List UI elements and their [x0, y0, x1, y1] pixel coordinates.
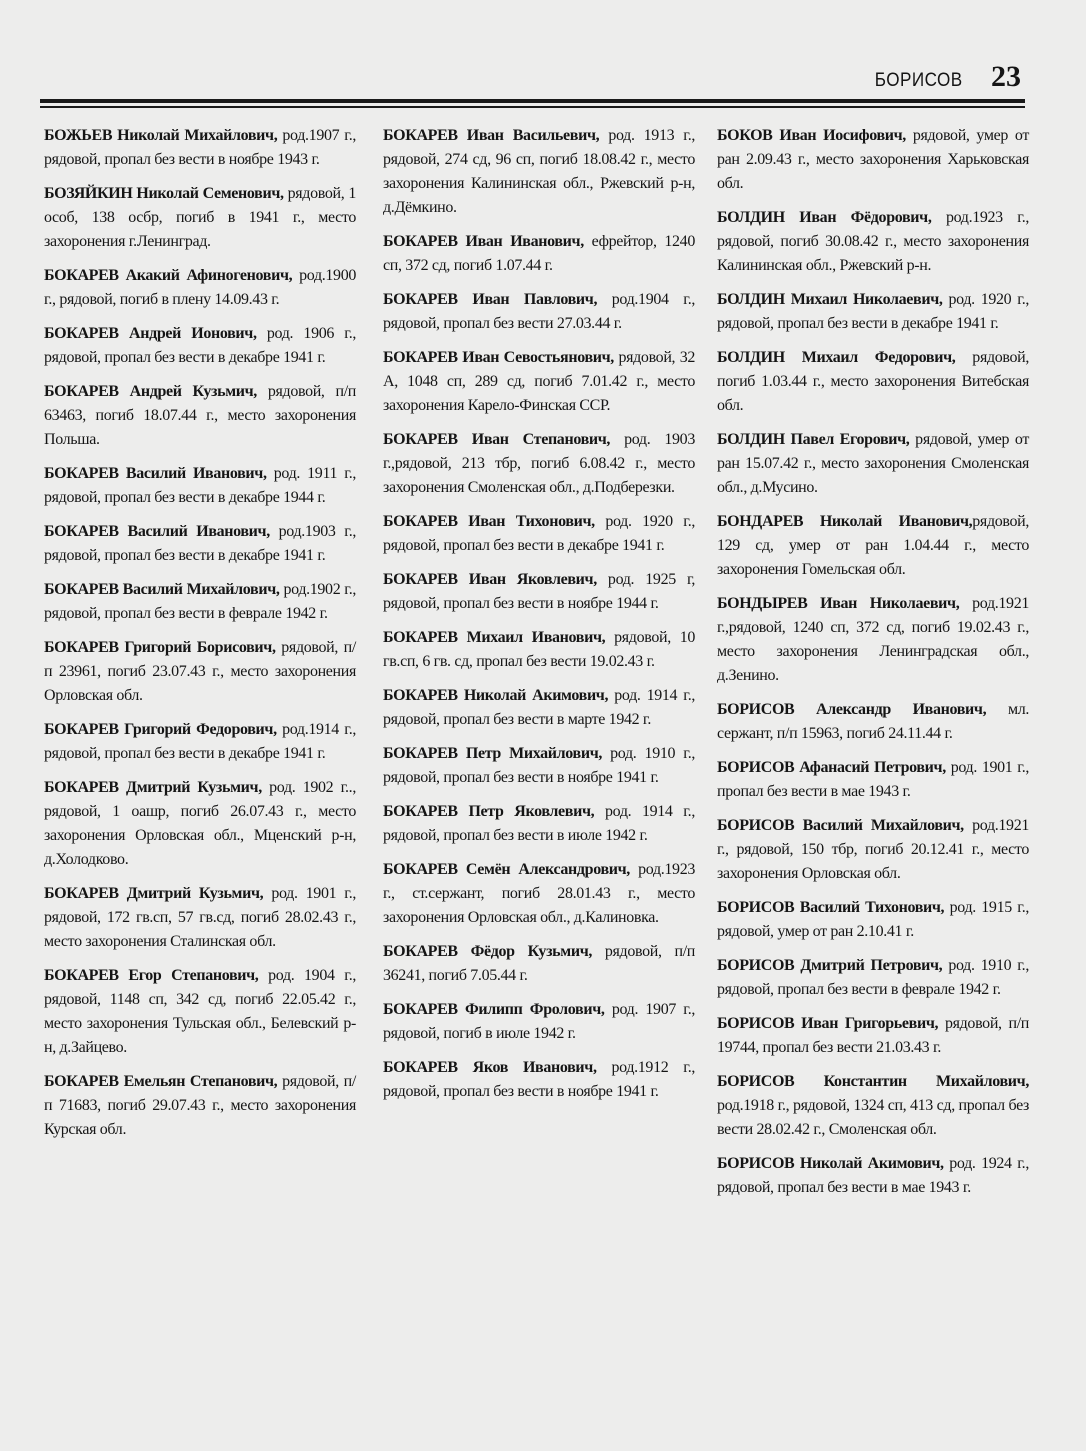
record-entry: [717, 288, 1029, 336]
record-details: род.1912 г., рядовой, пропал без вести в ноябре 1941 г.: [383, 1059, 695, 1100]
record-name: БОЗЯЙКИН Николай Семенович,: [44, 185, 284, 202]
record-name: БОКАРЕВ Фёдор Кузьмич,: [383, 943, 593, 960]
record-entry: [717, 124, 1029, 196]
record-details: рядовой, 32 А, 1048 сп, 289 сд, погиб 7.01.42 г., место захоронения Карело-Финская ССР.: [383, 349, 695, 414]
record-entry: [44, 1070, 356, 1142]
record-entry: [717, 756, 1029, 804]
record-name: БОКАРЕВ Филипп Фролович,: [383, 1001, 605, 1018]
record-entry: [44, 964, 356, 1060]
record-name: БОЛДИН Михаил Николаевич,: [717, 291, 943, 308]
record-entry: [717, 1070, 1029, 1142]
record-entry: [383, 742, 695, 790]
record-details: род. 1904 г., рядовой, 1148 сп, 342 сд, погиб 22.05.42 г., место захоронения Тульская обл., Белевский р-н, д.Зайцево.: [44, 967, 356, 1056]
running-title: БОРИСОВ: [875, 70, 963, 91]
record-entry: [383, 858, 695, 930]
record-entry: [44, 182, 356, 254]
record-details: род. 1901 г., пропал без вести в мае 1943 г.: [717, 759, 1029, 800]
record-name: БОКАРЕВ Иван Тихонович,: [383, 513, 595, 530]
record-entry: [44, 462, 356, 510]
record-name: БОКАРЕВ Николай Акимович,: [383, 687, 609, 704]
record-entry: [383, 1056, 695, 1104]
record-details: род. 1902 г.., рядовой, 1 оашр, погиб 26.07.43 г., место захоронения Орловская обл., Мценский р-н, д.Холодково.: [44, 779, 356, 868]
record-entry: [717, 1152, 1029, 1200]
record-details: рядовой, 10 гв.сп, 6 гв. сд, пропал без вести 19.02.43 г.: [383, 629, 695, 670]
record-entry: [44, 718, 356, 766]
record-name: БОЛДИН Михаил Федорович,: [717, 349, 956, 366]
record-name: БОКАРЕВ Иван Севостьянович,: [383, 349, 614, 366]
record-name: БОКАРЕВ Дмитрий Кузьмич,: [44, 779, 262, 796]
record-entry: [717, 1012, 1029, 1060]
record-name: БОКАРЕВ Яков Иванович,: [383, 1059, 597, 1076]
record-entry: [44, 322, 356, 370]
record-name: БОКАРЕВ Иван Васильевич,: [383, 127, 600, 144]
record-entry: [44, 520, 356, 568]
record-name: БОКАРЕВ Григорий Борисович,: [44, 639, 276, 656]
record-entry: [44, 578, 356, 626]
record-details: род. 1914 г., рядовой, пропал без вести в марте 1942 г.: [383, 687, 695, 728]
record-name: БОРИСОВ Иван Григорьевич,: [717, 1015, 939, 1032]
text-columns: [44, 124, 1030, 1324]
record-details: рядовой, п/п 71683, погиб 29.07.43 г., место захоронения Курская обл.: [44, 1073, 356, 1138]
record-details: род. 1913 г., рядовой, 274 сд, 96 сп, погиб 18.08.42 г., место захоронения Калининская обл., Ржевский р-н, д.Дёмкино.: [383, 127, 695, 216]
record-details: мл. сержант, п/п 15963, погиб 24.11.44 г.: [717, 701, 1030, 742]
record-details: род.1904 г., рядовой, пропал без вести 27.03.44 г.: [383, 291, 695, 332]
record-entry: [717, 698, 1029, 746]
record-details: рядовой, п/п 19744, пропал без вести 21.03.43 г.: [717, 1015, 1029, 1056]
record-entry: [717, 896, 1029, 944]
record-details: рядовой, умер от ран 2.09.43 г., место захоронения Харьковская обл.: [717, 127, 1029, 192]
record-details: род. 1920 г., рядовой, пропал без вести в декабре 1941 г.: [717, 291, 1029, 332]
record-entry: [383, 800, 695, 848]
record-details: рядовой, п/п 36241, погиб 7.05.44 г.: [383, 943, 695, 984]
record-details: рядовой, п/п 23961, погиб 23.07.43 г., место захоронения Орловская обл.: [44, 639, 356, 704]
record-details: род. 1914 г., рядовой, пропал без вести в июле 1942 г.: [383, 803, 695, 844]
record-name: БОКАРЕВ Иван Иванович,: [383, 233, 584, 250]
record-entry: [44, 882, 356, 954]
record-details: рядовой, погиб 1.03.44 г., место захоронения Витебская обл.: [717, 349, 1030, 414]
record-name: БОКАРЕВ Андрей Ионович,: [44, 325, 257, 342]
record-name: БОНДЫРЕВ Иван Николаевич,: [717, 595, 960, 612]
record-details: род. 1924 г., рядовой, пропал без вести в мае 1943 г.: [717, 1155, 1029, 1196]
record-name: БОРИСОВ Дмитрий Петрович,: [717, 957, 943, 974]
record-entry: [717, 954, 1029, 1002]
record-name: БОРИСОВ Константин Михайлович,: [717, 1073, 1029, 1090]
record-entry: [383, 428, 695, 500]
column-3: [717, 124, 1029, 1210]
column-1: [44, 124, 356, 1152]
record-details: род.1902 г., рядовой, пропал без вести в феврале 1942 г.: [44, 581, 357, 622]
record-name: БОРИСОВ Николай Акимович,: [717, 1155, 944, 1172]
record-entry: [383, 998, 695, 1046]
record-details: род.1903 г., рядовой, пропал без вести в декабре 1941 г.: [44, 523, 356, 564]
record-entry: [383, 940, 695, 988]
record-details: род. 1910 г., рядовой, пропал без вести в ноябре 1941 г.: [383, 745, 695, 786]
record-entry: [383, 346, 695, 418]
record-name: БОКАРЕВ Дмитрий Кузьмич,: [44, 885, 264, 902]
record-details: род.1923 г., ст.сержант, погиб 28.01.43 г., место захоронения Орловская обл., д.Калиновка.: [383, 861, 696, 926]
record-entry: [717, 346, 1029, 418]
record-name: БОКАРЕВ Семён Александрович,: [383, 861, 630, 878]
record-name: БОРИСОВ Василий Тихонович,: [717, 899, 945, 916]
record-entry: [383, 510, 695, 558]
record-name: БОКАРЕВ Иван Яковлевич,: [383, 571, 597, 588]
record-details: род.1918 г., рядовой, 1324 сп, 413 сд, пропал без вести 28.02.42 г., Смоленская обл.: [717, 1097, 1029, 1138]
record-name: БОЛДИН Павел Егорович,: [717, 431, 910, 448]
record-name: БОЛДИН Иван Фёдорович,: [717, 209, 932, 226]
record-entry: [44, 776, 356, 872]
record-name: БОКАРЕВ Василий Михайлович,: [44, 581, 280, 598]
record-name: БОКАРЕВ Андрей Кузьмич,: [44, 383, 257, 400]
record-entry: [717, 510, 1029, 582]
record-details: род. 1920 г., рядовой, пропал без вести в декабре 1941 г.: [383, 513, 696, 554]
record-name: БОКОВ Иван Иосифович,: [717, 127, 906, 144]
record-name: БОНДАРЕВ Николай Иванович,: [717, 513, 973, 530]
record-name: БОРИСОВ Афанасий Петрович,: [717, 759, 946, 776]
record-details: род. 1901 г., рядовой, 172 гв.сп, 57 гв.сд, погиб 28.02.43 г., место захоронения Сталинская обл.: [44, 885, 356, 950]
record-name: БОКАРЕВ Емельян Степанович,: [44, 1073, 278, 1090]
record-details: род. 1925 г, рядовой, пропал без вести в ноябре 1944 г.: [383, 571, 695, 612]
record-name: БОКАРЕВ Михаил Иванович,: [383, 629, 606, 646]
record-details: рядовой, 1 особ, 138 осбр, погиб в 1941 г., место захоронения г.Ленинград.: [44, 185, 356, 250]
record-details: рядовой, умер от ран 15.07.42 г., место захоронения Смоленская обл., д.Мусино.: [717, 431, 1029, 496]
record-name: БОКАРЕВ Василий Иванович,: [44, 523, 270, 540]
record-name: БОКАРЕВ Акакий Афиногенович,: [44, 267, 293, 284]
record-name: БОКАРЕВ Григорий Федорович,: [44, 721, 277, 738]
record-details: род. 1915 г., рядовой, умер от ран 2.10.41 г.: [717, 899, 1029, 940]
record-details: род. 1906 г., рядовой, пропал без вести в декабре 1941 г.: [44, 325, 356, 366]
record-name: БОРИСОВ Василий Михайлович,: [717, 817, 964, 834]
record-name: БОРИСОВ Александр Иванович,: [717, 701, 987, 718]
record-details: род.1921 г.,рядовой, 1240 сп, 372 сд, погиб 19.02.43 г., место захоронения Ленинградская обл., д.Зенино.: [717, 595, 1029, 684]
record-entry: [717, 592, 1029, 688]
record-details: род. 1903 г.,рядовой, 213 тбр, погиб 6.08.42 г., место захоронения Смоленская обл., д.Подберезки.: [383, 431, 695, 496]
record-entry: [44, 264, 356, 312]
record-entry: [44, 380, 356, 452]
record-entry: [44, 124, 356, 172]
record-entry: [717, 428, 1029, 500]
record-details: род. 1907 г., рядовой, погиб в июле 1942 г.: [383, 1001, 695, 1042]
record-entry: [383, 626, 695, 674]
record-entry: [383, 124, 695, 220]
record-details: род. 1910 г., рядовой, пропал без вести в феврале 1942 г.: [717, 957, 1029, 998]
column-2: [383, 124, 695, 1114]
record-name: БОКАРЕВ Иван Павлович,: [383, 291, 598, 308]
record-details: род.1900 г., рядовой, погиб в плену 14.09.43 г.: [44, 267, 357, 308]
header-rule-thick: [40, 99, 1025, 103]
record-name: БОКАРЕВ Петр Михайлович,: [383, 745, 603, 762]
record-entry: [383, 568, 695, 616]
record-details: род.1923 г., рядовой, погиб 30.08.42 г., место захоронения Калининская обл., Ржевский р-н.: [717, 209, 1029, 274]
record-name: БОКАРЕВ Егор Степанович,: [44, 967, 259, 984]
record-name: БОКАРЕВ Петр Яковлевич,: [383, 803, 595, 820]
record-details: рядовой, п/п 63463, погиб 18.07.44 г., место захоронения Польша.: [44, 383, 356, 448]
record-name: БОЖЬЕВ Николай Михайлович,: [44, 127, 278, 144]
record-details: род. 1911 г., рядовой, пропал без вести в декабре 1944 г.: [44, 465, 356, 506]
record-details: род.1914 г., рядовой, пропал без вести в декабре 1941 г.: [44, 721, 357, 762]
record-entry: [383, 230, 695, 278]
record-entry: [717, 206, 1029, 278]
record-entry: [383, 288, 695, 336]
page-number: 23: [991, 60, 1021, 93]
header-rule-thin: [40, 106, 1025, 108]
record-name: БОКАРЕВ Василий Иванович,: [44, 465, 267, 482]
record-entry: [717, 814, 1029, 886]
record-entry: [44, 636, 356, 708]
record-details: род.1921 г., рядовой, 150 тбр, погиб 20.12.41 г., место захоронения Орловская обл.: [717, 817, 1029, 882]
record-name: БОКАРЕВ Иван Степанович,: [383, 431, 611, 448]
record-entry: [383, 684, 695, 732]
page-header: [40, 58, 1025, 98]
record-details: ефрейтор, 1240 сп, 372 сд, погиб 1.07.44 г.: [383, 233, 695, 274]
record-details: род.1907 г., рядовой, пропал без вести в ноябре 1943 г.: [44, 127, 356, 168]
record-details: рядовой, 129 сд, умер от ран 1.04.44 г., место захоронения Гомельская обл.: [717, 513, 1029, 578]
